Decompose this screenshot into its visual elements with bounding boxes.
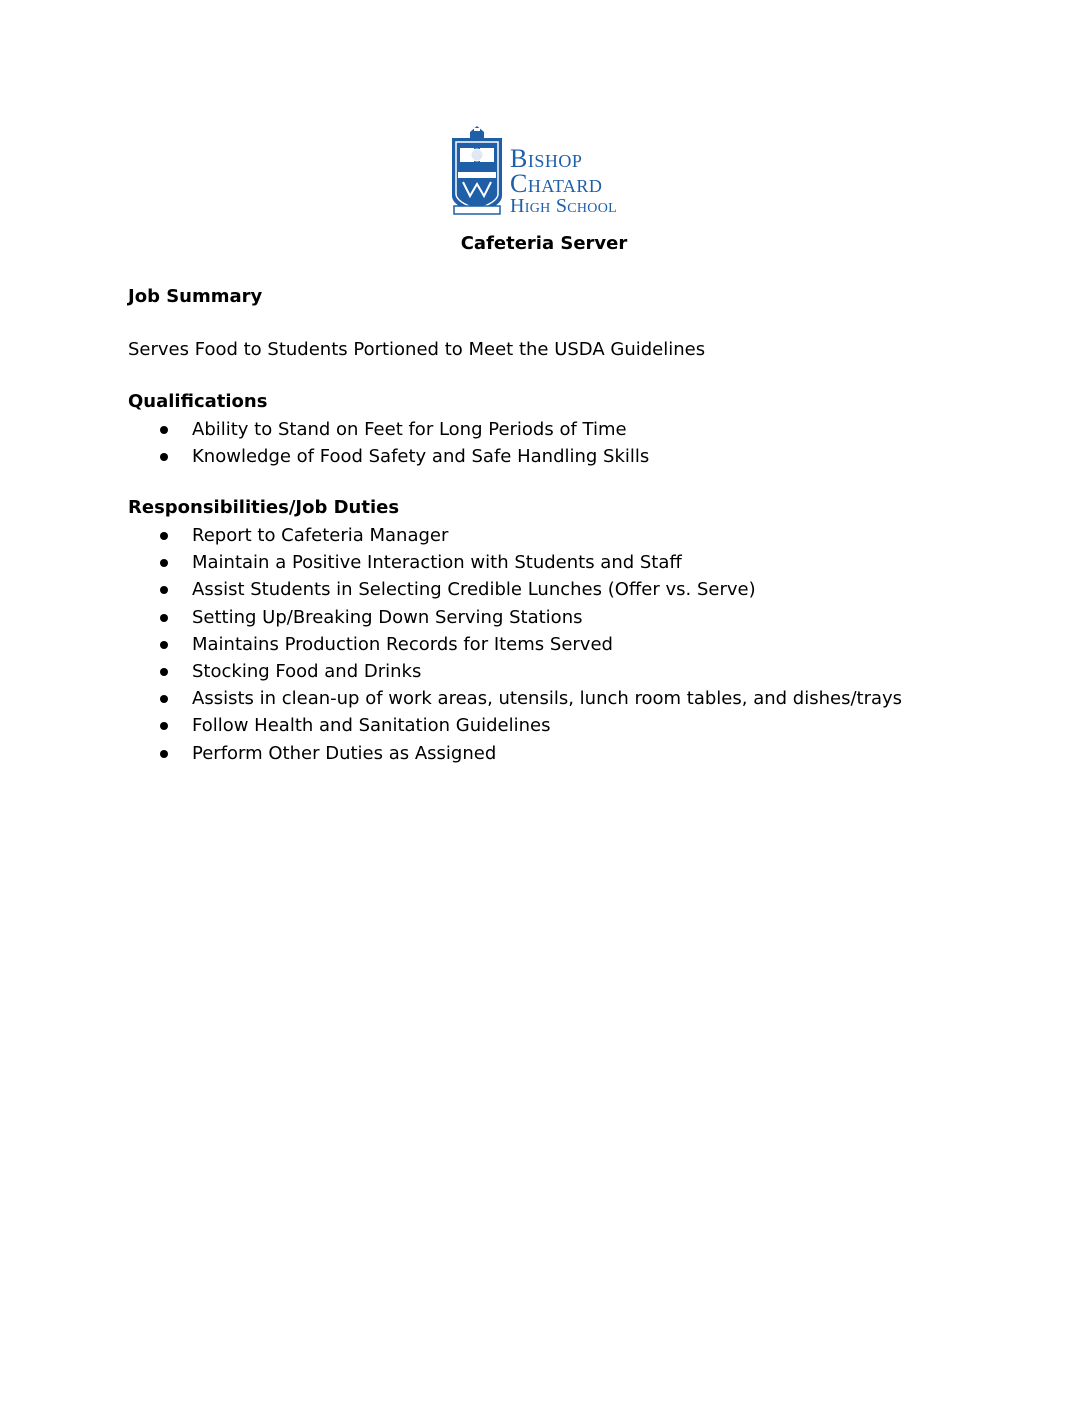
list-item-text: Assists in clean-up of work areas, utensils, lunch room tables, and dishes/trays <box>192 688 903 710</box>
logo-line-1: Bishop <box>510 144 583 173</box>
list-item-text: Follow Health and Sanitation Guidelines <box>192 715 551 737</box>
list-item-text: Perform Other Duties as Assigned <box>192 742 497 764</box>
list-item-text: Maintains Production Records for Items Served <box>192 633 613 655</box>
list-item <box>160 549 902 576</box>
bullet-icon <box>160 586 168 594</box>
school-logo <box>448 126 644 218</box>
bullet-icon <box>160 722 168 730</box>
list-item <box>160 604 902 631</box>
list-item <box>160 685 902 712</box>
bullet-icon <box>160 641 168 649</box>
school-logo-wordmark <box>510 146 617 216</box>
list-item <box>160 740 902 767</box>
list-item-text: Setting Up/Breaking Down Serving Stations <box>192 606 583 628</box>
bullet-icon <box>160 559 168 567</box>
responsibilities-list <box>160 522 902 767</box>
list-item-text: Stocking Food and Drinks <box>192 660 422 682</box>
school-crest-icon <box>448 126 506 218</box>
qualifications-heading: Qualifications <box>128 391 268 412</box>
responsibilities-heading: Responsibilities/Job Duties <box>128 497 400 518</box>
list-item-text: Knowledge of Food Safety and Safe Handling Skills <box>192 446 650 468</box>
page-title: Cafeteria Server <box>460 233 628 254</box>
bullet-icon <box>160 453 168 461</box>
job-summary-heading: Job Summary <box>128 286 263 307</box>
bullet-icon <box>160 614 168 622</box>
job-summary-text: Serves Food to Students Portioned to Meet the USDA Guidelines <box>128 339 706 360</box>
bullet-icon <box>160 750 168 758</box>
list-item-text: Maintain a Positive Interaction with Students and Staff <box>192 552 682 574</box>
bullet-icon <box>160 426 168 434</box>
list-item <box>160 658 902 685</box>
logo-line-2: Chatard <box>510 169 603 198</box>
list-item <box>160 522 902 549</box>
list-item <box>160 631 902 658</box>
list-item-text: Report to Cafeteria Manager <box>192 525 449 546</box>
bullet-icon <box>160 668 168 676</box>
list-item-text: Assist Students in Selecting Credible Lunches (Offer vs. Serve) <box>192 579 756 601</box>
logo-line-3: High School <box>510 195 617 217</box>
list-item <box>160 576 902 603</box>
list-item <box>160 416 649 443</box>
list-item <box>160 443 649 470</box>
list-item <box>160 712 902 739</box>
bullet-icon <box>160 695 168 703</box>
qualifications-list <box>160 416 649 470</box>
list-item-text: Ability to Stand on Feet for Long Periods of Time <box>192 419 627 440</box>
bullet-icon <box>160 532 168 540</box>
